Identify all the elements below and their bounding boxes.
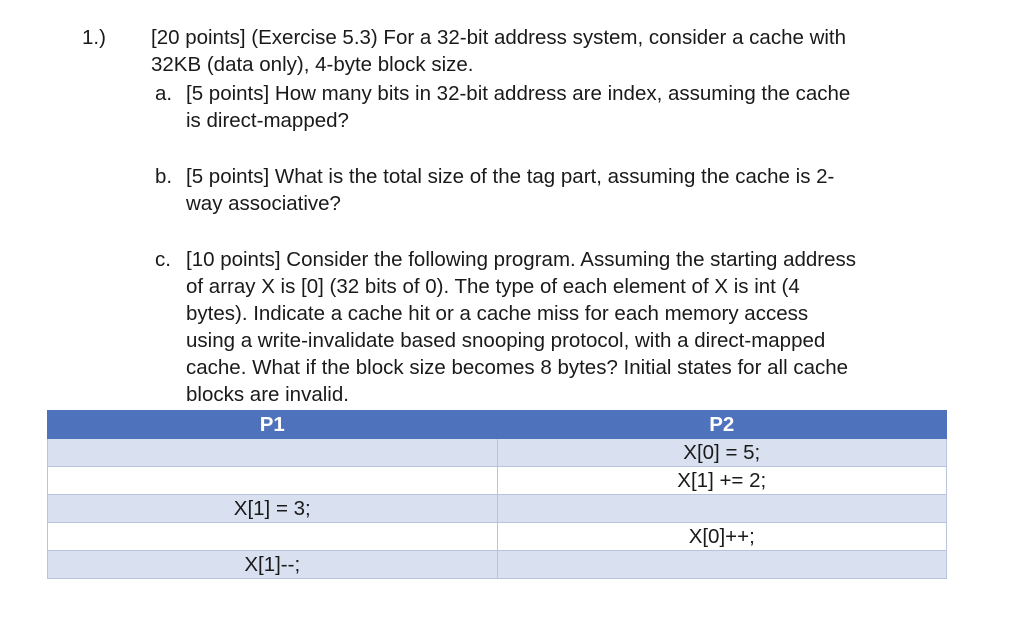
- header-p2: P2: [497, 411, 947, 439]
- part-letter: b.: [155, 165, 173, 188]
- table-row: [48, 551, 947, 579]
- part-letter: c.: [155, 248, 171, 271]
- question-intro: [151, 24, 951, 78]
- p2-cell: X[0]++;: [497, 523, 947, 551]
- part-c: [155, 246, 955, 408]
- p2-cell: [497, 551, 947, 579]
- part-b: [155, 163, 955, 217]
- p2-cell: X[0] = 5;: [497, 439, 947, 467]
- part-line: using a write-invalidate based snooping protocol, with a direct-mapped: [186, 329, 826, 352]
- part-line: [10 points] Consider the following program. Assuming the starting address: [186, 248, 857, 271]
- p2-cell: X[1] += 2;: [497, 467, 947, 495]
- question-number: 1.): [82, 26, 106, 49]
- part-line: is direct-mapped?: [186, 109, 349, 132]
- part-line: way associative?: [186, 192, 341, 215]
- part-line: of array X is [0] (32 bits of 0). The type of each element of X is int (4: [186, 275, 800, 298]
- part-line: blocks are invalid.: [186, 383, 349, 406]
- part-line: [5 points] What is the total size of the tag part, assuming the cache is 2-: [186, 165, 835, 188]
- p2-cell: [497, 495, 947, 523]
- part-a-text: [186, 80, 955, 134]
- part-b-text: [186, 163, 955, 217]
- table-row: [48, 439, 947, 467]
- table-header-row: [48, 411, 947, 439]
- table-row: [48, 523, 947, 551]
- p1-cell: X[1] = 3;: [48, 495, 498, 523]
- part-line: bytes). Indicate a cache hit or a cache miss for each memory access: [186, 302, 809, 325]
- table-row: [48, 467, 947, 495]
- p1-cell: [48, 467, 498, 495]
- table-row: [48, 495, 947, 523]
- p1-cell: X[1]--;: [48, 551, 498, 579]
- part-a: [155, 80, 955, 134]
- p1-cell: [48, 439, 498, 467]
- part-line: cache. What if the block size becomes 8 bytes? Initial states for all cache: [186, 356, 849, 379]
- header-p1: P1: [48, 411, 498, 439]
- intro-line: 32KB (data only), 4-byte block size.: [151, 53, 474, 76]
- part-letter: a.: [155, 82, 173, 105]
- p1-cell: [48, 523, 498, 551]
- intro-line: [20 points] (Exercise 5.3) For a 32-bit address system, consider a cache with: [151, 26, 847, 49]
- part-line: [5 points] How many bits in 32-bit address are index, assuming the cache: [186, 82, 851, 105]
- program-table: [47, 410, 947, 579]
- part-c-text: [186, 246, 955, 408]
